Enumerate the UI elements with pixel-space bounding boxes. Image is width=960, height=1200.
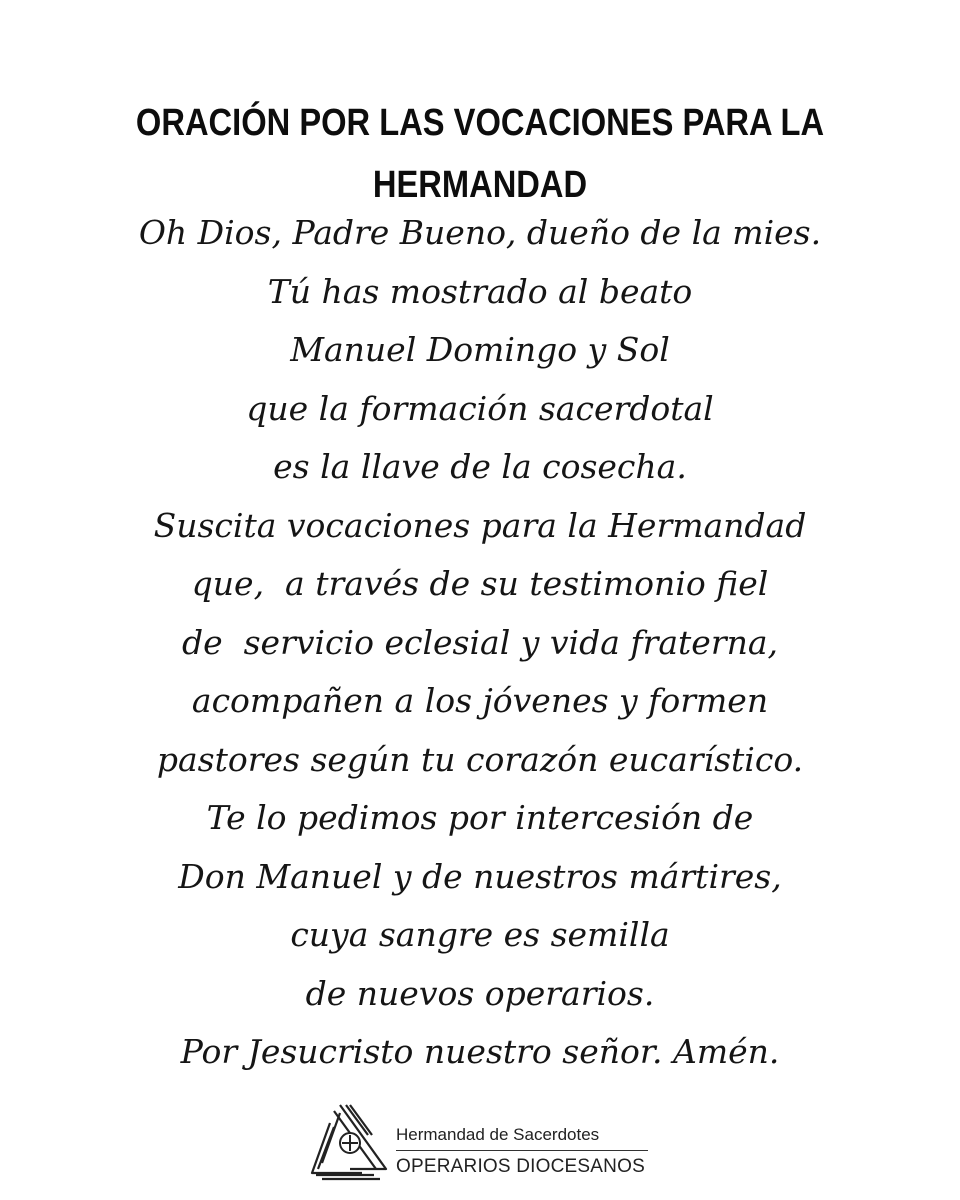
prayer-line: Oh Dios, Padre Bueno, dueño de la mies. [138, 213, 822, 252]
logo-divider [396, 1150, 648, 1151]
logo-line-1: Hermandad de Sacerdotes [396, 1125, 600, 1144]
organization-logo [310, 1103, 655, 1183]
prayer-line: que la formación sacerdotal [246, 388, 714, 428]
prayer-line: cuya sangre es semilla [290, 915, 670, 954]
prayer-line: Don Manuel y de nuestros mártires, [178, 856, 782, 896]
prayer-line: pastores según tu corazón eucarístico. [156, 739, 804, 779]
prayer-line: de servicio eclesial y vida fraterna, [181, 622, 779, 662]
prayer-line: Por Jesucristo nuestro señor. Amén. [180, 1032, 780, 1071]
prayer-text [0, 204, 960, 1082]
prayer-line: Manuel Domingo y Sol [290, 330, 670, 369]
prayer-line: que, a través de su testimonio fiel [191, 564, 769, 603]
prayer-line: Suscita vocaciones para la Hermandad [153, 505, 807, 545]
logo-line-2: OPERARIOS DIOCESANOS [396, 1156, 645, 1177]
triangle-cross-emblem-icon [310, 1103, 388, 1181]
prayer-line: de nuevos operarios. [305, 973, 655, 1013]
prayer-line: acompañen a los jóvenes y formen [191, 681, 769, 720]
prayer-line: es la llave de la cosecha. [273, 447, 687, 486]
prayer-line: Te lo pedimos por intercesión de [206, 798, 754, 837]
page-title: ORACIÓN POR LAS VOCACIONES PARA LA HERMANDAD [135, 102, 825, 206]
prayer-line: Tú has mostrado al beato [267, 271, 693, 311]
